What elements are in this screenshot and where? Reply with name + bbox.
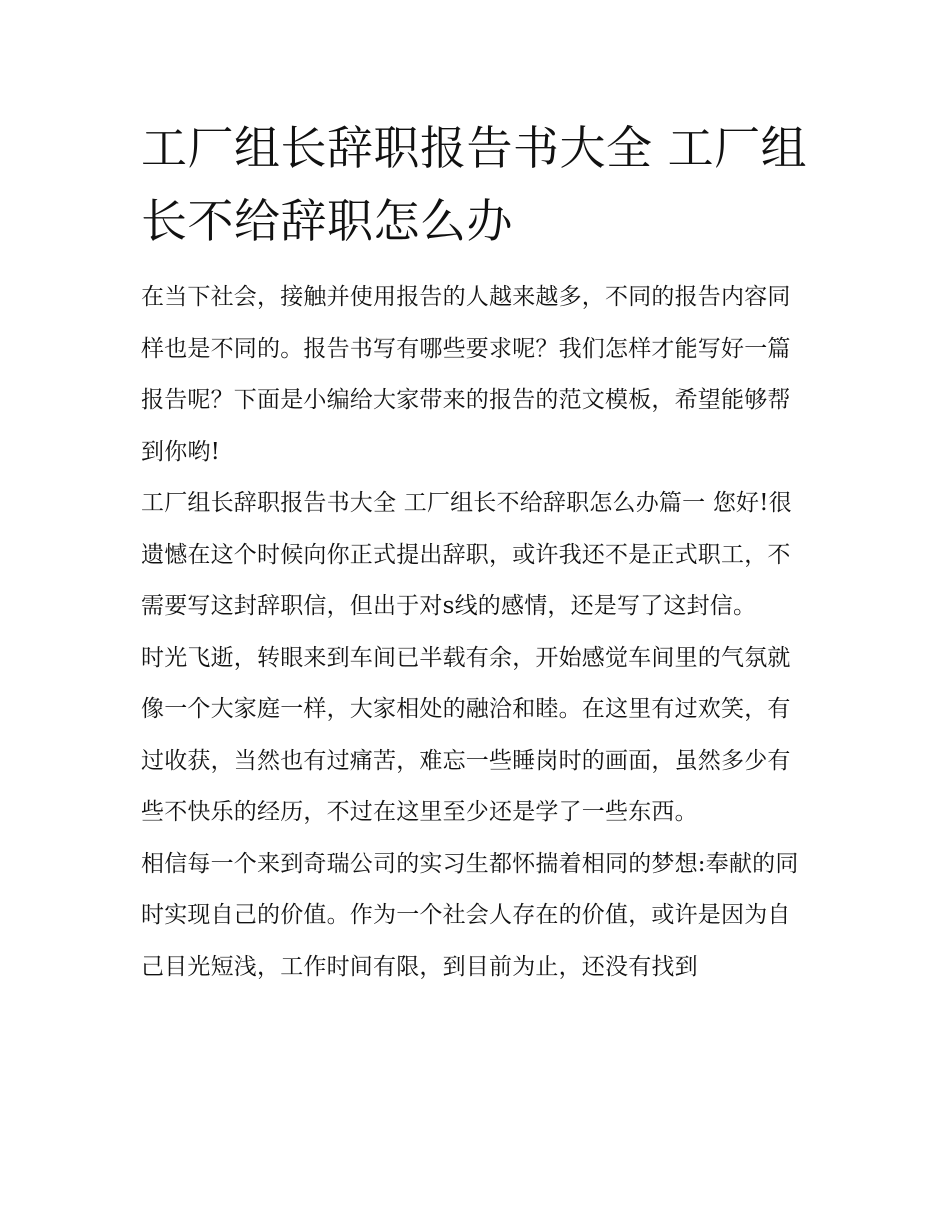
document-title: 工厂组长辞职报告书大全 工厂组长不给辞职怎么办 — [141, 121, 808, 248]
paragraph-intro: 在当下社会，接触并使用报告的人越来越多，不同的报告内容同样也是不同的。报告书写有哪些要求呢？我们怎样才能写好一篇报告呢？下面是小编给大家带来的报告的范文模板，希望能够帮到你哟! — [141, 284, 791, 465]
document-body — [141, 112, 813, 993]
paragraph-workshop-memories: 时光飞逝，转眼来到车间已半载有余，开始感觉车间里的气氛就像一个大家庭一样，大家相处的融洽和睦。在这里有过欢笑，有过收获，当然也有过痛苦，难忘一些睡岗时的画面，虽然多少有些不快乐的经历，不过在这里至少还是学了一些东西。 — [141, 644, 791, 825]
paragraph-intern-dream: 相信每一个来到奇瑞公司的实习生都怀揣着相同的梦想:奉献的同时实现自己的价值。作为一个社会人存在的价值，或许是因为自己目光短浅，工作时间有限，到目前为止，还没有找到 — [141, 850, 799, 980]
paragraph-letter-opening: 工厂组长辞职报告书大全 工厂组长不给辞职怎么办篇一 您好!很遗憾在这个时候向你正式提出辞职，或许我还不是正式职工，不需要写这封辞职信，但出于对s线的感情，还是写了这封信。 — [141, 490, 792, 619]
